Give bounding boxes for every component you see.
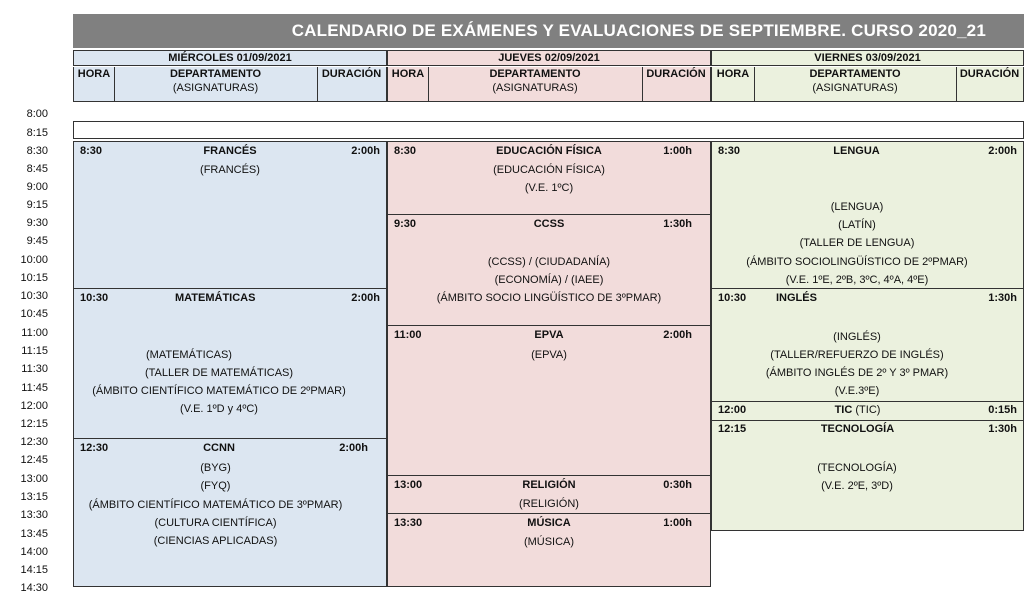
time-label: 11:30 [21, 363, 48, 375]
exam-subject: (ÁMBITO INGLÉS DE 2º Y 3º PMAR) [765, 367, 949, 379]
exam-subject: (BYG) [200, 462, 231, 474]
time-label: 8:45 [26, 163, 48, 175]
exam-frances [73, 141, 387, 289]
exam-time: 10:30 [80, 292, 109, 304]
exam-subject: (TIC) [855, 404, 881, 416]
exam-subject: (V.E.3ºE) [834, 385, 880, 397]
exam-subject: (ÁMBITO SOCIOLINGÜÍSTICO DE 2ºPMAR) [746, 256, 968, 268]
time-label: 8:15 [26, 127, 48, 139]
exam-subject: (V.E. 2ºE, 3ºD) [821, 480, 893, 492]
exam-subject: (LENGUA) [830, 201, 884, 213]
time-label: 10:45 [20, 308, 48, 320]
exam-time: 8:30 [394, 145, 417, 157]
duracion-header: DURACIÓN [959, 68, 1020, 80]
exam-time: 12:30 [80, 442, 109, 454]
time-label: 13:30 [20, 509, 48, 521]
time-label: 13:45 [20, 528, 48, 540]
exam-musica [387, 513, 711, 587]
departamento-header: DEPARTAMENTO [489, 68, 581, 80]
time-label: 11:00 [21, 327, 48, 339]
exam-time: 9:30 [394, 218, 417, 230]
exam-tic [711, 401, 1024, 421]
time-label: 8:30 [26, 145, 48, 157]
exam-duration: 0:15h [988, 404, 1017, 416]
time-label: 8:00 [26, 108, 48, 120]
time-label: 9:00 [26, 181, 48, 193]
exam-department: TECNOLOGÍA [820, 423, 895, 435]
exam-subject: (EPVA) [531, 349, 567, 361]
time-label: 12:45 [20, 454, 48, 466]
exam-time: 12:15 [718, 423, 747, 435]
time-label: 14:15 [20, 564, 48, 576]
exam-subject: (MATEMÁTICAS) [146, 349, 232, 361]
exam-epva [387, 325, 711, 476]
exam-duration: 2:00h [351, 145, 380, 157]
exam-department: MATEMÁTICAS [175, 292, 256, 304]
exam-subject: (RELIGIÓN) [519, 498, 579, 510]
exam-duration: 1:00h [663, 517, 692, 529]
exam-subject: (ÁMBITO SOCIO LINGÜÍSTICO DE 3ºPMAR) [436, 292, 662, 304]
departamento-header: DEPARTAMENTO [809, 68, 901, 80]
exam-educacion-fisica [387, 141, 711, 215]
exam-department: CCNN [203, 442, 235, 454]
exam-time: 13:30 [394, 517, 423, 529]
exam-subject: (FYQ) [200, 480, 231, 492]
exam-ccnn [73, 438, 387, 587]
time-label: 12:30 [20, 436, 48, 448]
exam-subject: (MÚSICA) [523, 536, 575, 548]
exam-religion [387, 475, 711, 514]
exam-time: 8:30 [718, 145, 741, 157]
exam-subject: (LATÍN) [838, 219, 876, 231]
exam-matematicas [73, 288, 387, 439]
time-label: 9:15 [26, 199, 48, 211]
exam-ingles [711, 288, 1024, 402]
exam-time: 8:30 [80, 145, 103, 157]
time-label: 13:00 [20, 473, 48, 485]
time-label: 10:00 [20, 254, 48, 266]
exam-time: 13:00 [394, 479, 423, 491]
exam-department: FRANCÉS [203, 145, 257, 157]
column-headers-miercoles [73, 67, 387, 102]
exam-duration: 1:00h [663, 145, 692, 157]
exam-department: EPVA [534, 329, 564, 341]
column-headers-jueves [387, 67, 711, 102]
exam-time: 12:00 [718, 404, 747, 416]
exam-ccss [387, 214, 711, 326]
time-label: 14:00 [20, 546, 48, 558]
exam-duration: 2:00h [988, 145, 1017, 157]
exam-department: MÚSICA [527, 517, 571, 529]
exam-subject: (V.E. 1ºD y 4ºC) [180, 403, 258, 415]
duracion-header: DURACIÓN [321, 68, 382, 80]
time-label: 13:15 [20, 491, 48, 503]
time-label: 11:15 [21, 345, 48, 357]
time-label: 9:30 [26, 217, 48, 229]
exam-subject: (TALLER/REFUERZO DE INGLÉS) [770, 349, 944, 361]
exam-duration: 1:30h [988, 423, 1017, 435]
exam-subject: (CIENCIAS APLICADAS) [153, 535, 278, 547]
exam-department: INGLÉS [776, 292, 817, 304]
exam-duration: 0:30h [663, 479, 692, 491]
hora-header: HORA [77, 68, 111, 80]
time-label: 12:00 [20, 400, 48, 412]
exam-subject: (FRANCÉS) [200, 164, 260, 176]
hora-header: HORA [391, 68, 425, 80]
exam-subject: (ÁMBITO CIENTÍFICO MATEMÁTICO DE 2ºPMAR) [92, 385, 346, 397]
exam-subject: (EDUCACIÓN FÍSICA) [493, 164, 605, 176]
exam-duration: 2:00h [339, 442, 368, 454]
exam-duration: 1:30h [663, 218, 692, 230]
asignaturas-header: (ASIGNATURAS) [492, 82, 578, 94]
exam-tecnologia [711, 420, 1024, 531]
exam-subject: (V.E. 1ºE, 2ºB, 3ºC, 4ºA, 4ºE) [785, 274, 929, 286]
time-label: 11:45 [21, 382, 48, 394]
exam-duration: 2:00h [663, 329, 692, 341]
time-label: 9:45 [26, 235, 48, 247]
exam-department: RELIGIÓN [522, 479, 576, 491]
asignaturas-header: (ASIGNATURAS) [812, 82, 898, 94]
day-header-miercoles: MIÉRCOLES 01/09/2021 [73, 50, 387, 66]
exam-subject: (ÁMBITO CIENTÍFICO MATEMÁTICO DE 3ºPMAR) [88, 499, 343, 511]
exam-subject: (CULTURA CIENTÍFICA) [154, 517, 277, 529]
exam-subject: (TALLER DE MATEMÁTICAS) [144, 367, 294, 379]
time-label: 10:15 [20, 272, 48, 284]
day-header-jueves: JUEVES 02/09/2021 [387, 50, 711, 66]
exam-subject: (V.E. 1ºC) [524, 182, 574, 194]
exam-subject: (INGLÉS) [833, 331, 881, 343]
exam-subject: (TALLER DE LENGUA) [799, 237, 915, 249]
page-title: CALENDARIO DE EXÁMENES Y EVALUACIONES DE SEPTIEMBRE. CURSO 2020_21 [73, 14, 1024, 48]
exam-subject: (TECNOLOGÍA) [817, 462, 897, 474]
exam-department: TIC [834, 404, 853, 416]
exam-time: 10:30 [718, 292, 747, 304]
hora-header: HORA [716, 68, 750, 80]
exam-subject: (ECONOMÍA) / (IAEE) [494, 274, 604, 286]
exam-time: 11:00 [394, 329, 422, 341]
exam-subject: (CCSS) / (CIUDADANÍA) [487, 256, 611, 268]
exam-department: EDUCACIÓN FÍSICA [496, 145, 602, 157]
asignaturas-header: (ASIGNATURAS) [172, 82, 259, 94]
time-label: 10:30 [20, 290, 48, 302]
departamento-header: DEPARTAMENTO [169, 68, 262, 80]
exam-duration: 1:30h [988, 292, 1017, 304]
exam-department: CCSS [533, 218, 565, 230]
time-label: 12:15 [20, 418, 48, 430]
duracion-header: DURACIÓN [646, 68, 706, 80]
exam-duration: 2:00h [351, 292, 380, 304]
exam-lengua [711, 141, 1024, 289]
day-header-viernes: VIERNES 03/09/2021 [711, 50, 1024, 66]
exam-department: LENGUA [833, 145, 880, 157]
time-label: 14:30 [20, 582, 48, 594]
blank-row [73, 121, 1024, 139]
column-headers-viernes [711, 67, 1024, 102]
